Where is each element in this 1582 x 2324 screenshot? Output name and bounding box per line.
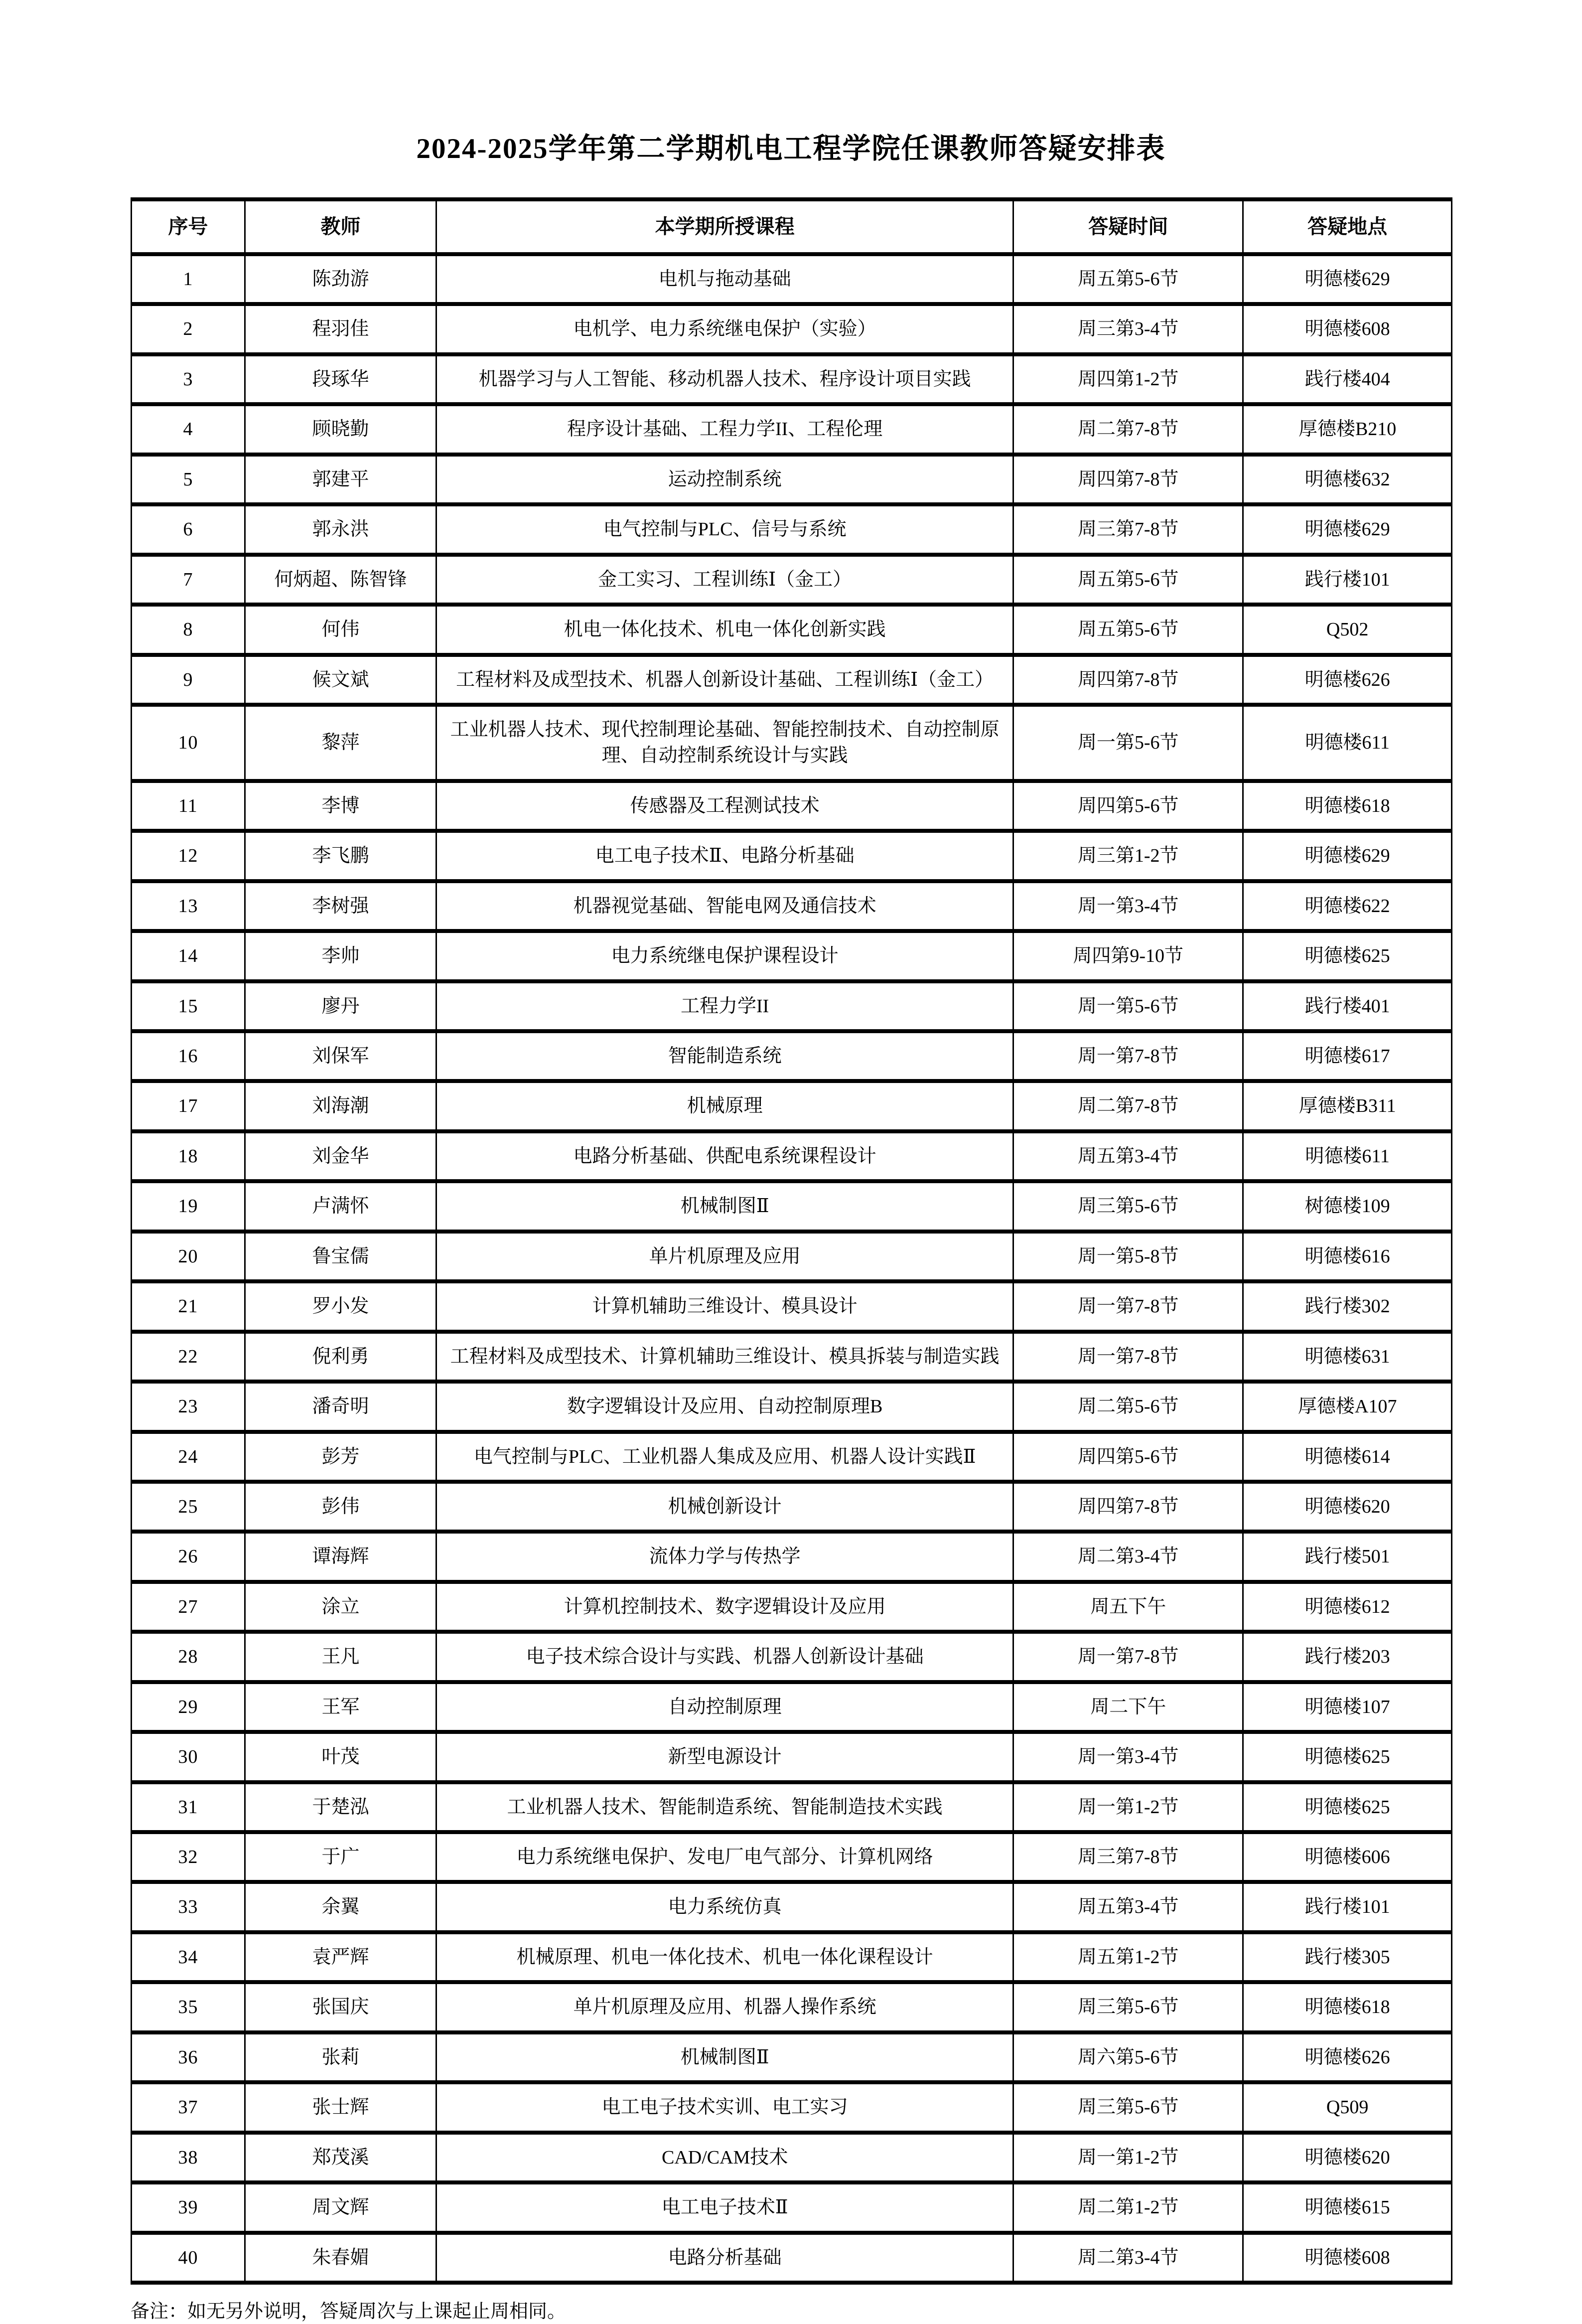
- table-row: [132, 831, 1452, 881]
- cell-teacher: 廖丹: [245, 981, 436, 1031]
- cell-index: 39: [132, 2182, 245, 2232]
- cell-index: 38: [132, 2133, 245, 2182]
- cell-index: 10: [132, 705, 245, 781]
- cell-courses: 电力系统继电保护、发电厂电气部分、计算机网络: [436, 1832, 1013, 1882]
- cell-index: 16: [132, 1031, 245, 1081]
- cell-index: 35: [132, 1982, 245, 2032]
- cell-time: 周三第5-6节: [1013, 1181, 1243, 1231]
- cell-location: 践行楼305: [1243, 1932, 1452, 1982]
- cell-index: 36: [132, 2032, 245, 2082]
- table-row: [132, 2032, 1452, 2082]
- cell-time: 周一第7-8节: [1013, 1332, 1243, 1382]
- cell-index: 24: [132, 1432, 245, 1482]
- cell-location: 厚德楼A107: [1243, 1382, 1452, 1431]
- table-row: [132, 1932, 1452, 1982]
- table-row: [132, 655, 1452, 705]
- table-row: [132, 254, 1452, 304]
- cell-courses: CAD/CAM技术: [436, 2133, 1013, 2182]
- table-row: [132, 1632, 1452, 1682]
- table-row: [132, 1031, 1452, 1081]
- cell-time: 周三第3-4节: [1013, 304, 1243, 354]
- cell-location: 明德楼626: [1243, 655, 1452, 705]
- cell-index: 31: [132, 1782, 245, 1832]
- cell-courses: 电机与拖动基础: [436, 254, 1013, 304]
- table-row: [132, 1081, 1452, 1131]
- table-row: [132, 1232, 1452, 1281]
- cell-courses: 机械原理、机电一体化技术、机电一体化课程设计: [436, 1932, 1013, 1982]
- cell-index: 9: [132, 655, 245, 705]
- cell-teacher: 王凡: [245, 1632, 436, 1682]
- cell-location: 明德楼612: [1243, 1582, 1452, 1632]
- cell-location: 厚德楼B210: [1243, 404, 1452, 454]
- cell-location: 践行楼404: [1243, 354, 1452, 404]
- column-header-location: 答疑地点: [1243, 199, 1452, 254]
- cell-courses: 电路分析基础、供配电系统课程设计: [436, 1131, 1013, 1181]
- table-row: [132, 1832, 1452, 1882]
- cell-index: 4: [132, 404, 245, 454]
- cell-index: 15: [132, 981, 245, 1031]
- cell-teacher: 潘奇明: [245, 1382, 436, 1431]
- qa-schedule-table: [131, 197, 1452, 2285]
- table-row: [132, 1532, 1452, 1581]
- cell-index: 2: [132, 304, 245, 354]
- cell-teacher: 余翼: [245, 1882, 436, 1932]
- cell-location: 明德楼622: [1243, 881, 1452, 931]
- cell-courses: 工程材料及成型技术、计算机辅助三维设计、模具拆装与制造实践: [436, 1332, 1013, 1382]
- cell-teacher: 鲁宝儒: [245, 1232, 436, 1281]
- cell-teacher: 于楚泓: [245, 1782, 436, 1832]
- cell-courses: 工业机器人技术、现代控制理论基础、智能控制技术、自动控制原理、自动控制系统设计与实践: [436, 705, 1013, 781]
- cell-location: 明德楼107: [1243, 1682, 1452, 1732]
- cell-time: 周一第5-8节: [1013, 1232, 1243, 1281]
- cell-index: 13: [132, 881, 245, 931]
- table-row: [132, 555, 1452, 605]
- cell-location: Q502: [1243, 605, 1452, 654]
- cell-time: 周三第1-2节: [1013, 831, 1243, 881]
- cell-time: 周三第5-6节: [1013, 1982, 1243, 2032]
- cell-location: 践行楼101: [1243, 555, 1452, 605]
- cell-teacher: 王军: [245, 1682, 436, 1732]
- table-body: [132, 254, 1452, 2283]
- table-row: [132, 781, 1452, 831]
- table-row: [132, 1382, 1452, 1431]
- table-row: [132, 1782, 1452, 1832]
- cell-teacher: 谭海辉: [245, 1532, 436, 1581]
- cell-teacher: 候文斌: [245, 655, 436, 705]
- cell-teacher: 李树强: [245, 881, 436, 931]
- cell-teacher: 李飞鹏: [245, 831, 436, 881]
- table-header-row: [132, 199, 1452, 254]
- cell-teacher: 刘海潮: [245, 1081, 436, 1131]
- cell-index: 11: [132, 781, 245, 831]
- cell-index: 1: [132, 254, 245, 304]
- cell-location: 践行楼101: [1243, 1882, 1452, 1932]
- cell-teacher: 何炳超、陈智锋: [245, 555, 436, 605]
- cell-courses: 单片机原理及应用: [436, 1232, 1013, 1281]
- cell-location: 明德楼629: [1243, 254, 1452, 304]
- table-row: [132, 1131, 1452, 1181]
- table-row: [132, 354, 1452, 404]
- cell-index: 34: [132, 1932, 245, 1982]
- cell-time: 周二第7-8节: [1013, 404, 1243, 454]
- cell-courses: 程序设计基础、工程力学II、工程伦理: [436, 404, 1013, 454]
- cell-location: 明德楼614: [1243, 1432, 1452, 1482]
- cell-location: 明德楼626: [1243, 2032, 1452, 2082]
- cell-time: 周二第1-2节: [1013, 2182, 1243, 2232]
- cell-index: 8: [132, 605, 245, 654]
- cell-index: 37: [132, 2082, 245, 2132]
- cell-time: 周五第3-4节: [1013, 1131, 1243, 1181]
- cell-teacher: 郭永洪: [245, 504, 436, 554]
- cell-index: 32: [132, 1832, 245, 1882]
- cell-courses: 工业机器人技术、智能制造系统、智能制造技术实践: [436, 1782, 1013, 1832]
- cell-teacher: 程羽佳: [245, 304, 436, 354]
- cell-courses: 传感器及工程测试技术: [436, 781, 1013, 831]
- cell-index: 14: [132, 931, 245, 981]
- cell-courses: 金工实习、工程训练Ⅰ（金工）: [436, 555, 1013, 605]
- cell-time: 周二下午: [1013, 1682, 1243, 1732]
- cell-courses: 自动控制原理: [436, 1682, 1013, 1732]
- cell-location: 践行楼302: [1243, 1281, 1452, 1331]
- cell-location: 明德楼616: [1243, 1232, 1452, 1281]
- cell-index: 6: [132, 504, 245, 554]
- cell-time: 周一第3-4节: [1013, 881, 1243, 931]
- cell-teacher: 顾晓勤: [245, 404, 436, 454]
- cell-courses: 计算机控制技术、数字逻辑设计及应用: [436, 1582, 1013, 1632]
- table-row: [132, 2082, 1452, 2132]
- cell-courses: 机械创新设计: [436, 1482, 1013, 1532]
- cell-time: 周五第5-6节: [1013, 605, 1243, 654]
- footnote: 备注：如无另外说明，答疑周次与上课起止周相同。: [131, 2301, 567, 2322]
- cell-index: 20: [132, 1232, 245, 1281]
- cell-courses: 电机学、电力系统继电保护（实验）: [436, 304, 1013, 354]
- cell-teacher: 朱春媚: [245, 2233, 436, 2283]
- cell-courses: 电工电子技术Ⅱ: [436, 2182, 1013, 2232]
- cell-teacher: 叶茂: [245, 1732, 436, 1782]
- cell-index: 19: [132, 1181, 245, 1231]
- column-header-index: 序号: [132, 199, 245, 254]
- cell-location: 明德楼620: [1243, 1482, 1452, 1532]
- table-row: [132, 1281, 1452, 1331]
- cell-courses: 电力系统继电保护课程设计: [436, 931, 1013, 981]
- cell-courses: 流体力学与传热学: [436, 1532, 1013, 1581]
- table-row: [132, 705, 1452, 781]
- table-row: [132, 981, 1452, 1031]
- table-row: [132, 404, 1452, 454]
- cell-location: Q509: [1243, 2082, 1452, 2132]
- cell-courses: 电路分析基础: [436, 2233, 1013, 2283]
- cell-teacher: 刘金华: [245, 1131, 436, 1181]
- table-row: [132, 1332, 1452, 1382]
- cell-index: 22: [132, 1332, 245, 1382]
- cell-time: 周三第5-6节: [1013, 2082, 1243, 2132]
- cell-time: 周五第3-4节: [1013, 1882, 1243, 1932]
- cell-index: 33: [132, 1882, 245, 1932]
- cell-courses: 电气控制与PLC、信号与系统: [436, 504, 1013, 554]
- page-title: 2024-2025学年第二学期机电工程学院任课教师答疑安排表: [416, 133, 1166, 164]
- cell-teacher: 段琢华: [245, 354, 436, 404]
- cell-location: 践行楼203: [1243, 1632, 1452, 1682]
- cell-time: 周一第7-8节: [1013, 1281, 1243, 1331]
- cell-teacher: 李帅: [245, 931, 436, 981]
- table-row: [132, 2182, 1452, 2232]
- cell-teacher: 张国庆: [245, 1982, 436, 2032]
- cell-teacher: 何伟: [245, 605, 436, 654]
- cell-courses: 运动控制系统: [436, 455, 1013, 504]
- cell-time: 周四第7-8节: [1013, 455, 1243, 504]
- cell-time: 周四第5-6节: [1013, 1432, 1243, 1482]
- cell-time: 周四第9-10节: [1013, 931, 1243, 981]
- cell-index: 26: [132, 1532, 245, 1581]
- cell-index: 17: [132, 1081, 245, 1131]
- cell-teacher: 于广: [245, 1832, 436, 1882]
- cell-location: 践行楼401: [1243, 981, 1452, 1031]
- table-row: [132, 304, 1452, 354]
- cell-courses: 智能制造系统: [436, 1031, 1013, 1081]
- cell-time: 周一第7-8节: [1013, 1031, 1243, 1081]
- cell-location: 厚德楼B311: [1243, 1081, 1452, 1131]
- cell-teacher: 郭建平: [245, 455, 436, 504]
- cell-courses: 机械原理: [436, 1081, 1013, 1131]
- cell-teacher: 张士辉: [245, 2082, 436, 2132]
- table-row: [132, 504, 1452, 554]
- table-row: [132, 1582, 1452, 1632]
- cell-index: 21: [132, 1281, 245, 1331]
- cell-time: 周三第7-8节: [1013, 1832, 1243, 1882]
- cell-courses: 机械制图Ⅱ: [436, 1181, 1013, 1231]
- cell-teacher: 涂立: [245, 1582, 436, 1632]
- cell-courses: 电工电子技术Ⅱ、电路分析基础: [436, 831, 1013, 881]
- cell-index: 25: [132, 1482, 245, 1532]
- cell-courses: 机械制图Ⅱ: [436, 2032, 1013, 2082]
- cell-location: 明德楼625: [1243, 1782, 1452, 1832]
- cell-courses: 单片机原理及应用、机器人操作系统: [436, 1982, 1013, 2032]
- cell-location: 明德楼608: [1243, 2233, 1452, 2283]
- column-header-teacher: 教师: [245, 199, 436, 254]
- table-row: [132, 931, 1452, 981]
- cell-teacher: 罗小发: [245, 1281, 436, 1331]
- cell-teacher: 黎萍: [245, 705, 436, 781]
- cell-teacher: 郑茂溪: [245, 2133, 436, 2182]
- table-row: [132, 1432, 1452, 1482]
- column-header-courses: 本学期所授课程: [436, 199, 1013, 254]
- cell-courses: 计算机辅助三维设计、模具设计: [436, 1281, 1013, 1331]
- cell-time: 周一第5-6节: [1013, 705, 1243, 781]
- schedule-table-wrapper: [131, 197, 1452, 2285]
- cell-time: 周六第5-6节: [1013, 2032, 1243, 2082]
- table-row: [132, 2233, 1452, 2283]
- cell-teacher: 陈劲游: [245, 254, 436, 304]
- cell-location: 明德楼618: [1243, 781, 1452, 831]
- cell-teacher: 李博: [245, 781, 436, 831]
- cell-teacher: 张莉: [245, 2032, 436, 2082]
- cell-index: 7: [132, 555, 245, 605]
- cell-courses: 工程材料及成型技术、机器人创新设计基础、工程训练Ⅰ（金工）: [436, 655, 1013, 705]
- cell-courses: 机器视觉基础、智能电网及通信技术: [436, 881, 1013, 931]
- cell-time: 周五第1-2节: [1013, 1932, 1243, 1982]
- cell-location: 明德楼606: [1243, 1832, 1452, 1882]
- cell-time: 周一第7-8节: [1013, 1632, 1243, 1682]
- cell-location: 明德楼617: [1243, 1031, 1452, 1081]
- table-row: [132, 1482, 1452, 1532]
- cell-teacher: 刘保军: [245, 1031, 436, 1081]
- cell-index: 23: [132, 1382, 245, 1431]
- cell-time: 周二第5-6节: [1013, 1382, 1243, 1431]
- cell-time: 周五第5-6节: [1013, 254, 1243, 304]
- cell-time: 周四第7-8节: [1013, 1482, 1243, 1532]
- table-row: [132, 1682, 1452, 1732]
- cell-teacher: 袁严辉: [245, 1932, 436, 1982]
- cell-location: 践行楼501: [1243, 1532, 1452, 1581]
- cell-location: 明德楼625: [1243, 1732, 1452, 1782]
- cell-time: 周四第5-6节: [1013, 781, 1243, 831]
- cell-location: 明德楼625: [1243, 931, 1452, 981]
- cell-teacher: 周文辉: [245, 2182, 436, 2232]
- cell-index: 18: [132, 1131, 245, 1181]
- table-row: [132, 1982, 1452, 2032]
- cell-index: 28: [132, 1632, 245, 1682]
- table-row: [132, 2133, 1452, 2182]
- cell-time: 周五第5-6节: [1013, 555, 1243, 605]
- table-row: [132, 881, 1452, 931]
- column-header-time: 答疑时间: [1013, 199, 1243, 254]
- cell-courses: 机器学习与人工智能、移动机器人技术、程序设计项目实践: [436, 354, 1013, 404]
- cell-location: 明德楼631: [1243, 1332, 1452, 1382]
- table-row: [132, 1181, 1452, 1231]
- cell-location: 明德楼611: [1243, 705, 1452, 781]
- cell-teacher: 彭伟: [245, 1482, 436, 1532]
- cell-index: 12: [132, 831, 245, 881]
- cell-time: 周一第3-4节: [1013, 1732, 1243, 1782]
- cell-time: 周四第1-2节: [1013, 354, 1243, 404]
- table-row: [132, 1882, 1452, 1932]
- cell-index: 3: [132, 354, 245, 404]
- cell-courses: 电子技术综合设计与实践、机器人创新设计基础: [436, 1632, 1013, 1682]
- table-row: [132, 605, 1452, 654]
- cell-teacher: 倪利勇: [245, 1332, 436, 1382]
- cell-index: 5: [132, 455, 245, 504]
- cell-courses: 电工电子技术实训、电工实习: [436, 2082, 1013, 2132]
- table-row: [132, 455, 1452, 504]
- cell-time: 周一第5-6节: [1013, 981, 1243, 1031]
- cell-courses: 新型电源设计: [436, 1732, 1013, 1782]
- cell-location: 明德楼611: [1243, 1131, 1452, 1181]
- cell-time: 周四第7-8节: [1013, 655, 1243, 705]
- cell-location: 明德楼632: [1243, 455, 1452, 504]
- cell-time: 周二第3-4节: [1013, 1532, 1243, 1581]
- cell-time: 周一第1-2节: [1013, 2133, 1243, 2182]
- cell-teacher: 彭芳: [245, 1432, 436, 1482]
- cell-time: 周二第3-4节: [1013, 2233, 1243, 2283]
- cell-index: 27: [132, 1582, 245, 1632]
- cell-location: 树德楼109: [1243, 1181, 1452, 1231]
- cell-time: 周三第7-8节: [1013, 504, 1243, 554]
- cell-teacher: 卢满怀: [245, 1181, 436, 1231]
- cell-location: 明德楼618: [1243, 1982, 1452, 2032]
- cell-courses: 数字逻辑设计及应用、自动控制原理B: [436, 1382, 1013, 1431]
- cell-location: 明德楼615: [1243, 2182, 1452, 2232]
- cell-location: 明德楼629: [1243, 504, 1452, 554]
- cell-time: 周五下午: [1013, 1582, 1243, 1632]
- cell-location: 明德楼620: [1243, 2133, 1452, 2182]
- cell-courses: 电气控制与PLC、工业机器人集成及应用、机器人设计实践Ⅱ: [436, 1432, 1013, 1482]
- cell-index: 30: [132, 1732, 245, 1782]
- table-row: [132, 1732, 1452, 1782]
- cell-courses: 工程力学II: [436, 981, 1013, 1031]
- cell-location: 明德楼608: [1243, 304, 1452, 354]
- cell-index: 40: [132, 2233, 245, 2283]
- cell-time: 周二第7-8节: [1013, 1081, 1243, 1131]
- cell-index: 29: [132, 1682, 245, 1732]
- cell-time: 周一第1-2节: [1013, 1782, 1243, 1832]
- cell-location: 明德楼629: [1243, 831, 1452, 881]
- cell-courses: 机电一体化技术、机电一体化创新实践: [436, 605, 1013, 654]
- cell-courses: 电力系统仿真: [436, 1882, 1013, 1932]
